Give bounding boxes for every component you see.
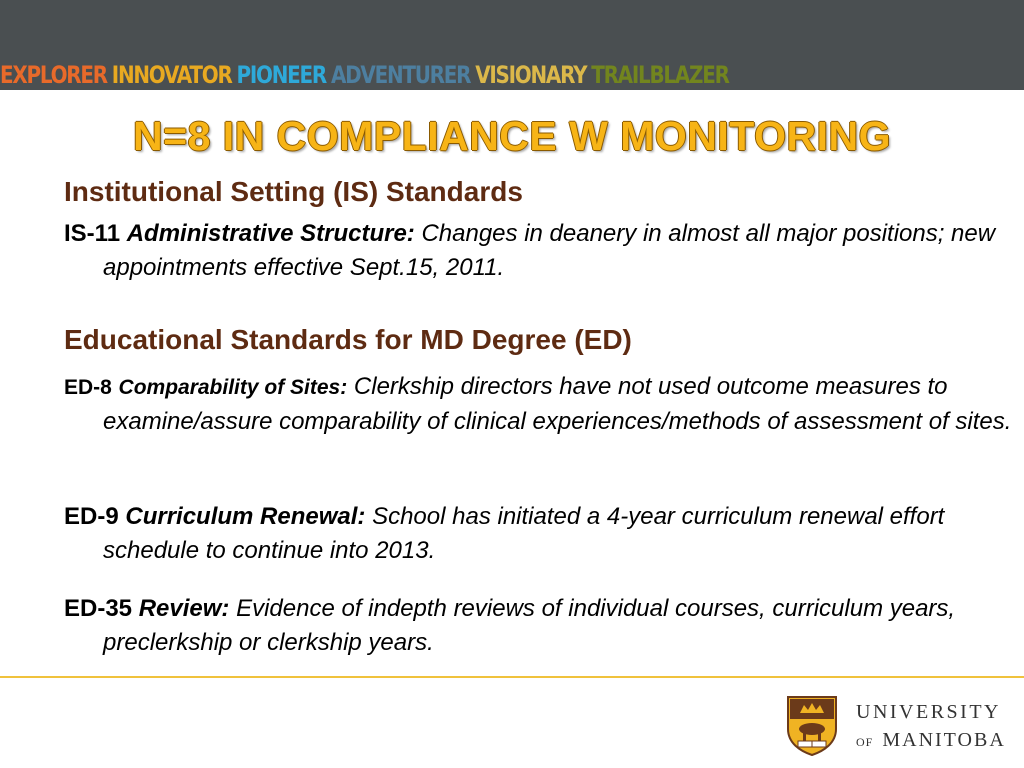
banner-word-visionary: VISIONARY [475,61,587,89]
standard-code: ED-9 [64,503,119,530]
standard-code: ED-35 [64,595,133,622]
standard-name: Review: [138,595,230,622]
standard-code: IS-11 [64,220,121,247]
standard-item-is-11 [64,217,1023,285]
standard-text: School has initiated a 4-year curriculum renewal effort schedule to continue into 2013. [103,503,945,564]
standard-code: ED-8 [64,376,112,399]
standard-item-ed-8 [64,370,1023,439]
standard-item-ed-9 [64,500,1023,568]
standard-name: Administrative Structure: [126,220,415,247]
top-banner [0,0,1024,90]
standard-text: Evidence of indepth reviews of individual courses, curriculum years, preclerkship or clerkship years. [103,595,956,656]
banner-words [0,58,734,88]
standard-name: Curriculum Renewal: [125,503,366,530]
banner-word-adventurer: ADVENTURER [330,61,471,89]
footer-divider [0,676,1024,678]
standard-item-ed-35 [64,592,1023,660]
university-wordmark [856,702,1006,750]
banner-word-explorer: EXPLORER [0,61,107,89]
banner-word-innovator: INNOVATOR [111,61,232,89]
banner-word-trailblazer: TRAILBLAZER [591,61,729,89]
slide-title: N=8 IN COMPLIANCE W MONITORING [133,113,891,159]
banner-word-pioneer: PIONEER [236,61,326,89]
standard-text: Changes in deanery in almost all major positions; new appointments effective Sept.15, 2011. [103,220,996,281]
wordmark-university: UNIVERSITY [856,701,1001,723]
section-heading-ed: Educational Standards for MD Degree (ED) [64,324,632,355]
standard-text: Clerkship directors have not used outcome measures to examine/assure comparability of clinical experiences/methods of assessment of sites. [103,373,1012,435]
wordmark-manitoba-line [856,730,1006,750]
university-crest-icon [786,695,838,757]
wordmark-manitoba: MANITOBA [882,729,1006,751]
standard-name: Comparability of Sites: [118,376,348,399]
wordmark-of: OF [856,735,874,749]
section-heading-is: Institutional Setting (IS) Standards [64,176,523,207]
